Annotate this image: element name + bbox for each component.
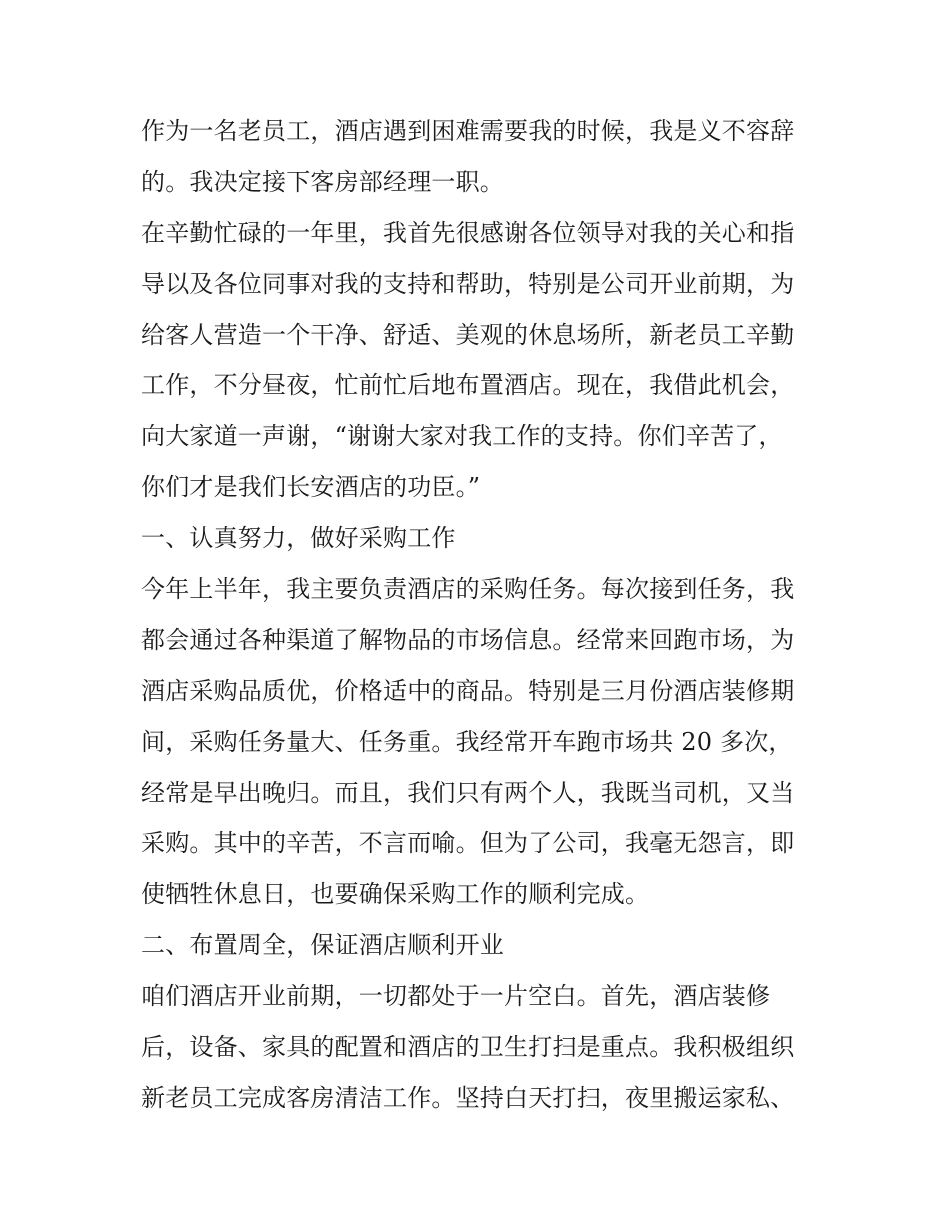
text-line: 你们才是我们长安酒店的功臣。” (141, 473, 481, 502)
text-line: 导以及各位同事对我的支持和帮助，特别是公司开业前期，为 (141, 269, 795, 298)
section-heading: 二、布置周全，保证酒店顺利开业 (141, 931, 504, 960)
text-line: 的。我决定接下客房部经理一职。 (141, 167, 504, 196)
text-line: 使牺牲休息日，也要确保采购工作的顺利完成。 (141, 880, 650, 909)
text-line: 咱们酒店开业前期，一切都处于一片空白。首先，酒店装修 (141, 982, 771, 1011)
text-line: 今年上半年，我主要负责酒店的采购任务。每次接到任务，我 (141, 575, 795, 604)
text-line: 采购。其中的辛苦，不言而喻。但为了公司，我毫无怨言，即 (141, 829, 795, 858)
text-line: 酒店采购品质优，价格适中的商品。特别是三月份酒店装修期 (141, 676, 795, 705)
text-line: 给客人营造一个干净、舒适、美观的休息场所，新老员工辛勤 (141, 320, 795, 349)
text-line: 都会通过各种渠道了解物品的市场信息。经常来回跑市场，为 (141, 625, 795, 654)
text-line: 后，设备、家具的配置和酒店的卫生打扫是重点。我积极组织 (141, 1033, 795, 1062)
text-line: 新老员工完成客房清洁工作。坚持白天打扫，夜里搬运家私、 (141, 1083, 795, 1112)
text-line: 向大家道一声谢，“谢谢大家对我工作的支持。你们辛苦了， (141, 422, 783, 451)
text-line: 在辛勤忙碌的一年里，我首先很感谢各位领导对我的关心和指 (141, 218, 795, 247)
text-line: 间，采购任务量大、任务重。我经常开车跑市场共 20 多次， (141, 727, 793, 756)
text-line: 经常是早出晚归。而且，我们只有两个人，我既当司机，又当 (141, 778, 795, 807)
section-heading: 一、认真努力，做好采购工作 (141, 524, 456, 553)
text-line: 工作，不分昼夜，忙前忙后地布置酒店。现在，我借此机会， (141, 371, 795, 400)
text-line: 作为一名老员工，酒店遇到困难需要我的时候，我是义不容辞 (141, 117, 795, 145)
body-text (141, 106, 821, 1124)
